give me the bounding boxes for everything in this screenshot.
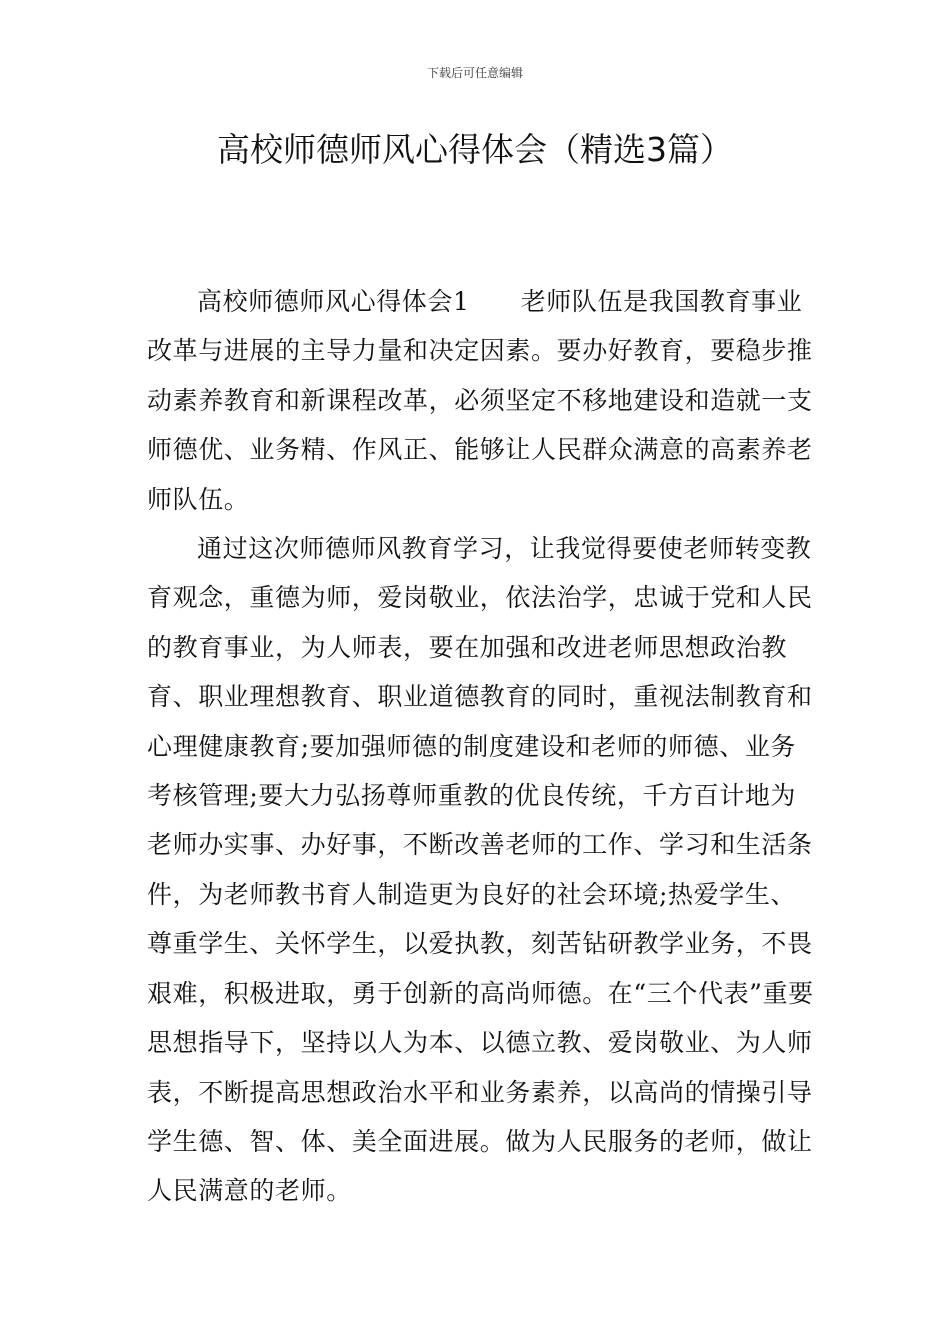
document-body [147, 277, 817, 1216]
paragraph-2: 通过这次师德师风教育学习，让我觉得要使老师转变教育观念，重德为师，爱岗敬业，依法治学，忠诚于党和人民的教育事业，为人师表，要在加强和改进老师思想政治教育、职业理想教育、职业道德教育的同时，重视法制教育和心理健康教育;要加强师德的制度建设和老师的师德、业务考核管理;要大力弘扬尊师重教的优良传统，千方百计地为老师办实事、办好事，不断改善老师的工作、学习和生活条件，为老师教书育人制造更为良好的社会环境;热爱学生、尊重学生、关怀学生，以爱执教，刻苦钻研教学业务，不畏艰难，积极进取，勇于创新的高尚师德。在“三个代表”重要思想指导下，坚持以人为本、以德立教、爱岗敬业、为人师表，不断提高思想政治水平和业务素养，以高尚的情操引导学生德、智、体、美全面进展。做为人民服务的老师，做让人民满意的老师。 [147, 534, 814, 1206]
header-note: 下载后可任意编辑 [426, 66, 523, 80]
document-title: 高校师德师风心得体会（精选3篇） [217, 130, 733, 169]
paragraph-1: 高校师德师风心得体会1 老师队伍是我国教育事业改革与进展的主导力量和决定因素。要办好教育，要稳步推动素养教育和新课程改革，必须坚定不移地建设和造就一支师德优、业务精、作风正、能够让人民群众满意的高素养老师队伍。 [147, 287, 813, 514]
